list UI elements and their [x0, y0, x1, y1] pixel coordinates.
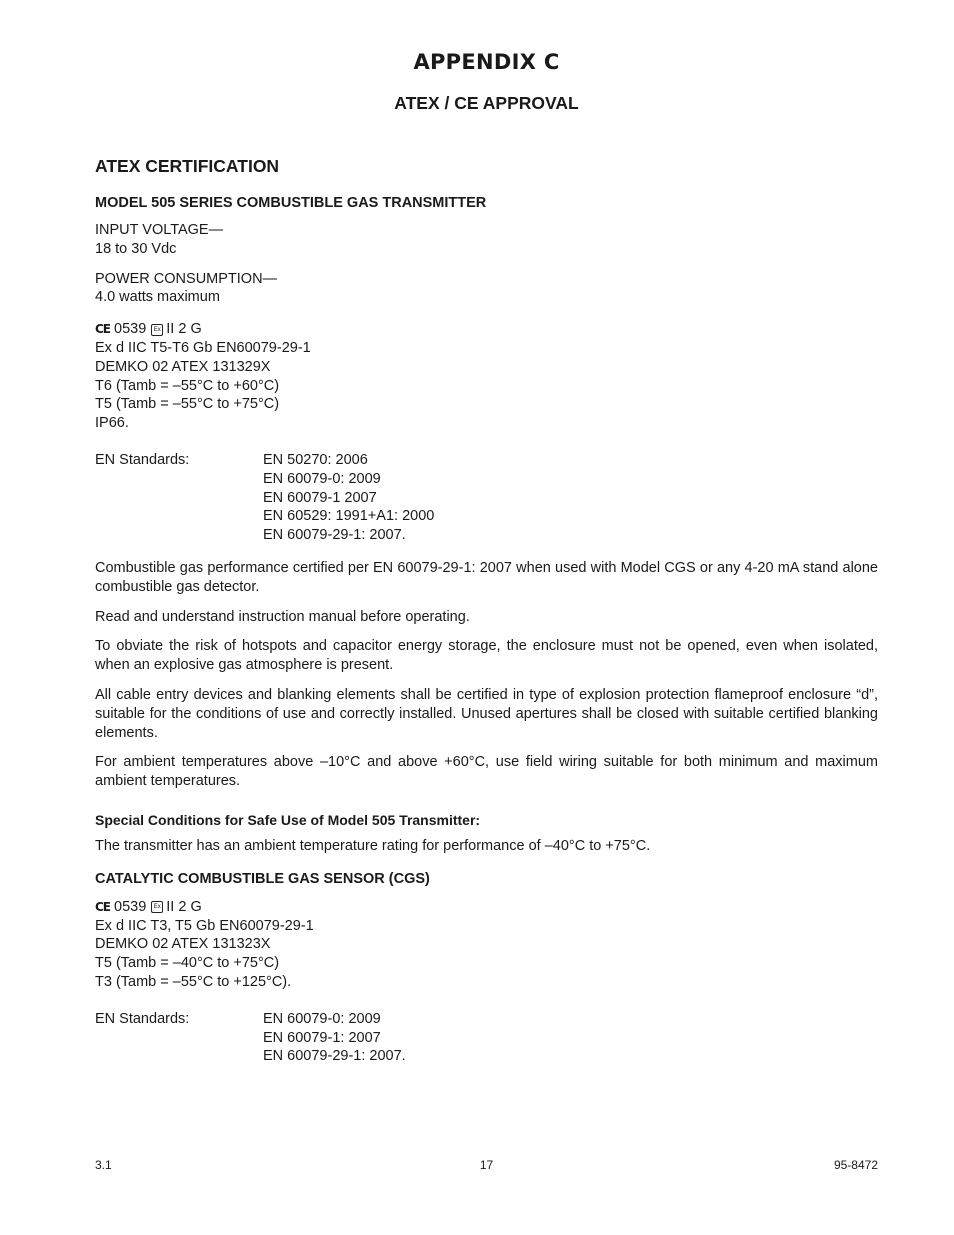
transmitter-standards [95, 451, 878, 545]
cert-line: IP66. [95, 415, 129, 432]
sensor-certification [95, 898, 878, 992]
paragraph-field-wiring: For ambient temperatures above –10°C and above +60°C, use field wiring suitable for both minimum and maximum ambient temperatures. [95, 754, 878, 790]
equipment-group: II 2 G [166, 321, 202, 338]
cert-line: T6 (Tamb = –55°C to +60°C) [95, 377, 280, 394]
footer-revision: 3.1 [95, 1158, 112, 1172]
cert-marking-line [95, 898, 202, 917]
cert-line: T5 (Tamb = –55°C to +75°C) [95, 396, 280, 413]
ce-mark-icon: CE [95, 322, 111, 337]
cert-line: DEMKO 02 ATEX 131329X [95, 358, 271, 375]
input-voltage-value: 18 to 30 Vdc [95, 240, 177, 257]
cert-line: T5 (Tamb = –40°C to +75°C) [95, 955, 280, 972]
cert-line: DEMKO 02 ATEX 131323X [95, 936, 271, 953]
sensor-standards [95, 1010, 878, 1066]
paragraph-hotspots: To obviate the risk of hotspots and capacitor energy storage, the enclosure must not be opened, even when isolated, when an explosive gas atmosphere is present. [95, 638, 878, 674]
special-conditions-heading: Special Conditions for Safe Use of Model 505 Transmitter: [95, 811, 481, 828]
cert-line: Ex d IIC T5-T6 Gb EN60079-29-1 [95, 339, 311, 356]
footer-page-number: 17 [479, 1158, 494, 1172]
section-title: ATEX CERTIFICATION [95, 156, 280, 176]
power-consumption-value: 4.0 watts maximum [95, 289, 220, 306]
appendix-title: APPENDIX C [413, 50, 560, 74]
cgs-heading: CATALYTIC COMBUSTIBLE GAS SENSOR (CGS) [95, 870, 430, 887]
paragraph-performance: Combustible gas performance certified per EN 60079-29-1: 2007 when used with Model CGS or any 4-20 mA stand alone combustible gas detector. [95, 559, 878, 595]
equipment-group: II 2 G [166, 898, 202, 915]
main-content [95, 155, 878, 1080]
ce-mark-icon: CE [95, 899, 111, 914]
power-consumption-block [95, 270, 878, 308]
appendix-subtitle: ATEX / CE APPROVAL [394, 93, 579, 113]
footer-document-number: 95-8472 [833, 1158, 878, 1172]
standards-list [263, 1010, 406, 1066]
input-voltage-block [95, 221, 878, 259]
standards-label: EN Standards: [95, 451, 190, 468]
ex-mark-icon: Ex [151, 901, 163, 913]
transmitter-certification [95, 320, 878, 433]
paragraph-cable-entry: All cable entry devices and blanking elements shall be certified in type of explosion protection flameproof enclosure “d”, suitable for the conditions of use and correctly installed. Unused apertures shall be closed with suitable certified blanking elements. [95, 686, 878, 741]
cert-line: Ex d IIC T3, T5 Gb EN60079-29-1 [95, 917, 314, 934]
power-consumption-label: POWER CONSUMPTION— [95, 270, 278, 287]
standards-list [263, 451, 434, 545]
cert-marking-line [95, 320, 202, 339]
standard-item: EN 60079-1: 2007 [263, 1029, 381, 1046]
notified-body-number: 0539 [114, 898, 147, 915]
notified-body-number: 0539 [114, 321, 147, 338]
standard-item: EN 60529: 1991+A1: 2000 [263, 508, 435, 525]
standards-label: EN Standards: [95, 1010, 190, 1027]
cert-line: T3 (Tamb = –55°C to +125°C). [95, 973, 292, 990]
special-conditions-text: The transmitter has an ambient temperature rating for performance of –40°C to +75°C. [95, 837, 651, 854]
standard-item: EN 60079-29-1: 2007. [263, 1048, 406, 1065]
standard-item: EN 60079-0: 2009 [263, 1010, 381, 1027]
paragraph-read-manual: Read and understand instruction manual before operating. [95, 608, 470, 625]
standard-item: EN 60079-1 2007 [263, 489, 377, 506]
model-heading: MODEL 505 SERIES COMBUSTIBLE GAS TRANSMITTER [95, 195, 487, 211]
standard-item: EN 60079-29-1: 2007. [263, 527, 406, 544]
input-voltage-label: INPUT VOLTAGE— [95, 222, 224, 238]
ex-mark-icon: Ex [151, 324, 163, 336]
standard-item: EN 50270: 2006 [263, 451, 368, 468]
standard-item: EN 60079-0: 2009 [263, 470, 381, 487]
